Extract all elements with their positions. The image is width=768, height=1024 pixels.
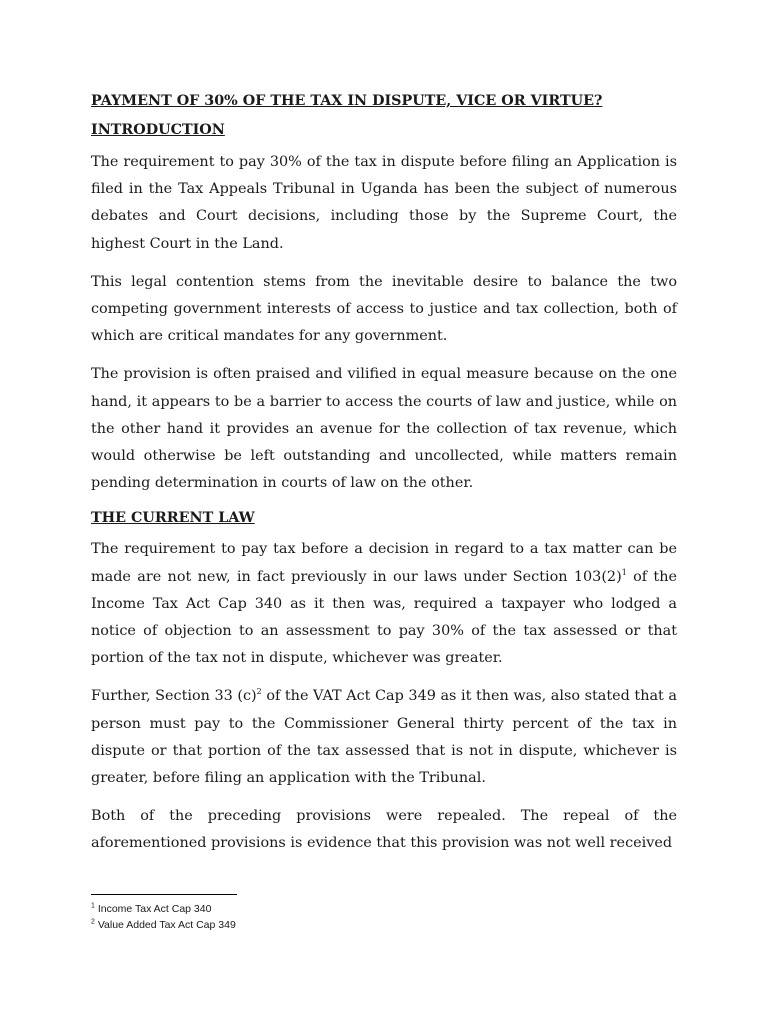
paragraph-with-footnote-2 (91, 683, 677, 792)
footnote-text: Value Added Tax Act Cap 349 (94, 919, 236, 931)
section-heading-current-law: THE CURRENT LAW (91, 510, 255, 527)
paragraph-with-footnote-1 (91, 536, 677, 672)
paragraph-text: of the VAT Act Cap 349 as it then was, also stated that a person must pay to the Commissioner General thirty percent of the tax in dispute or that portion of the tax assessed that is not in dispute, whichever is greater, before filing an application with the Tribunal. (91, 688, 677, 787)
paragraph: The provision is often praised and vilified in equal measure because on the one hand, it appears to be a barrier to access the courts of law and justice, while on the other hand it provides an avenue for the collection of tax revenue, which would otherwise be left outstanding and uncollected, while matters remain pending determination in courts of law on the other. (91, 366, 677, 492)
footnote-text: Income Tax Act Cap 340 (94, 903, 212, 915)
footnotes (91, 894, 391, 933)
footnote-separator (91, 894, 237, 895)
footnote-1 (91, 901, 391, 917)
footnote-reference: 2 (256, 687, 262, 697)
paragraph-text: of the Income Tax Act Cap 340 as it then was, required a taxpayer who lodged a notice of objection to an assessment to pay 30% of the tax assessed or that portion of the tax not in dispute, whichever was greater. (91, 568, 677, 667)
footnote-number: 1 (91, 902, 95, 910)
footnote-2 (91, 917, 391, 933)
paragraph: Both of the preceding provisions were repealed. The repeal of the aforementioned provisions is evidence that this provision was not well received (91, 808, 677, 852)
paragraph: This legal contention stems from the inevitable desire to balance the two competing government interests of access to justice and tax collection, both of which are critical mandates for any government. (91, 273, 677, 345)
paragraph: The requirement to pay 30% of the tax in dispute before filing an Application is filed in the Tax Appeals Tribunal in Uganda has been the subject of numerous debates and Court decisions, including those by the Supreme Court, the highest Court in the Land. (91, 154, 677, 252)
paragraph-text: Further, Section 33 (c) (91, 688, 257, 705)
section-heading-introduction: INTRODUCTION (91, 122, 225, 138)
footnote-number: 2 (91, 918, 95, 926)
footnote-reference: 1 (621, 567, 627, 577)
document-title: PAYMENT OF 30% OF THE TAX IN DISPUTE, VICE OR VIRTUE? (91, 93, 603, 109)
document-body (91, 91, 677, 869)
paragraph-text: The requirement to pay tax before a decision in regard to a tax matter can be made are not new, in fact previously in our laws under Section 103(2) (91, 541, 677, 585)
